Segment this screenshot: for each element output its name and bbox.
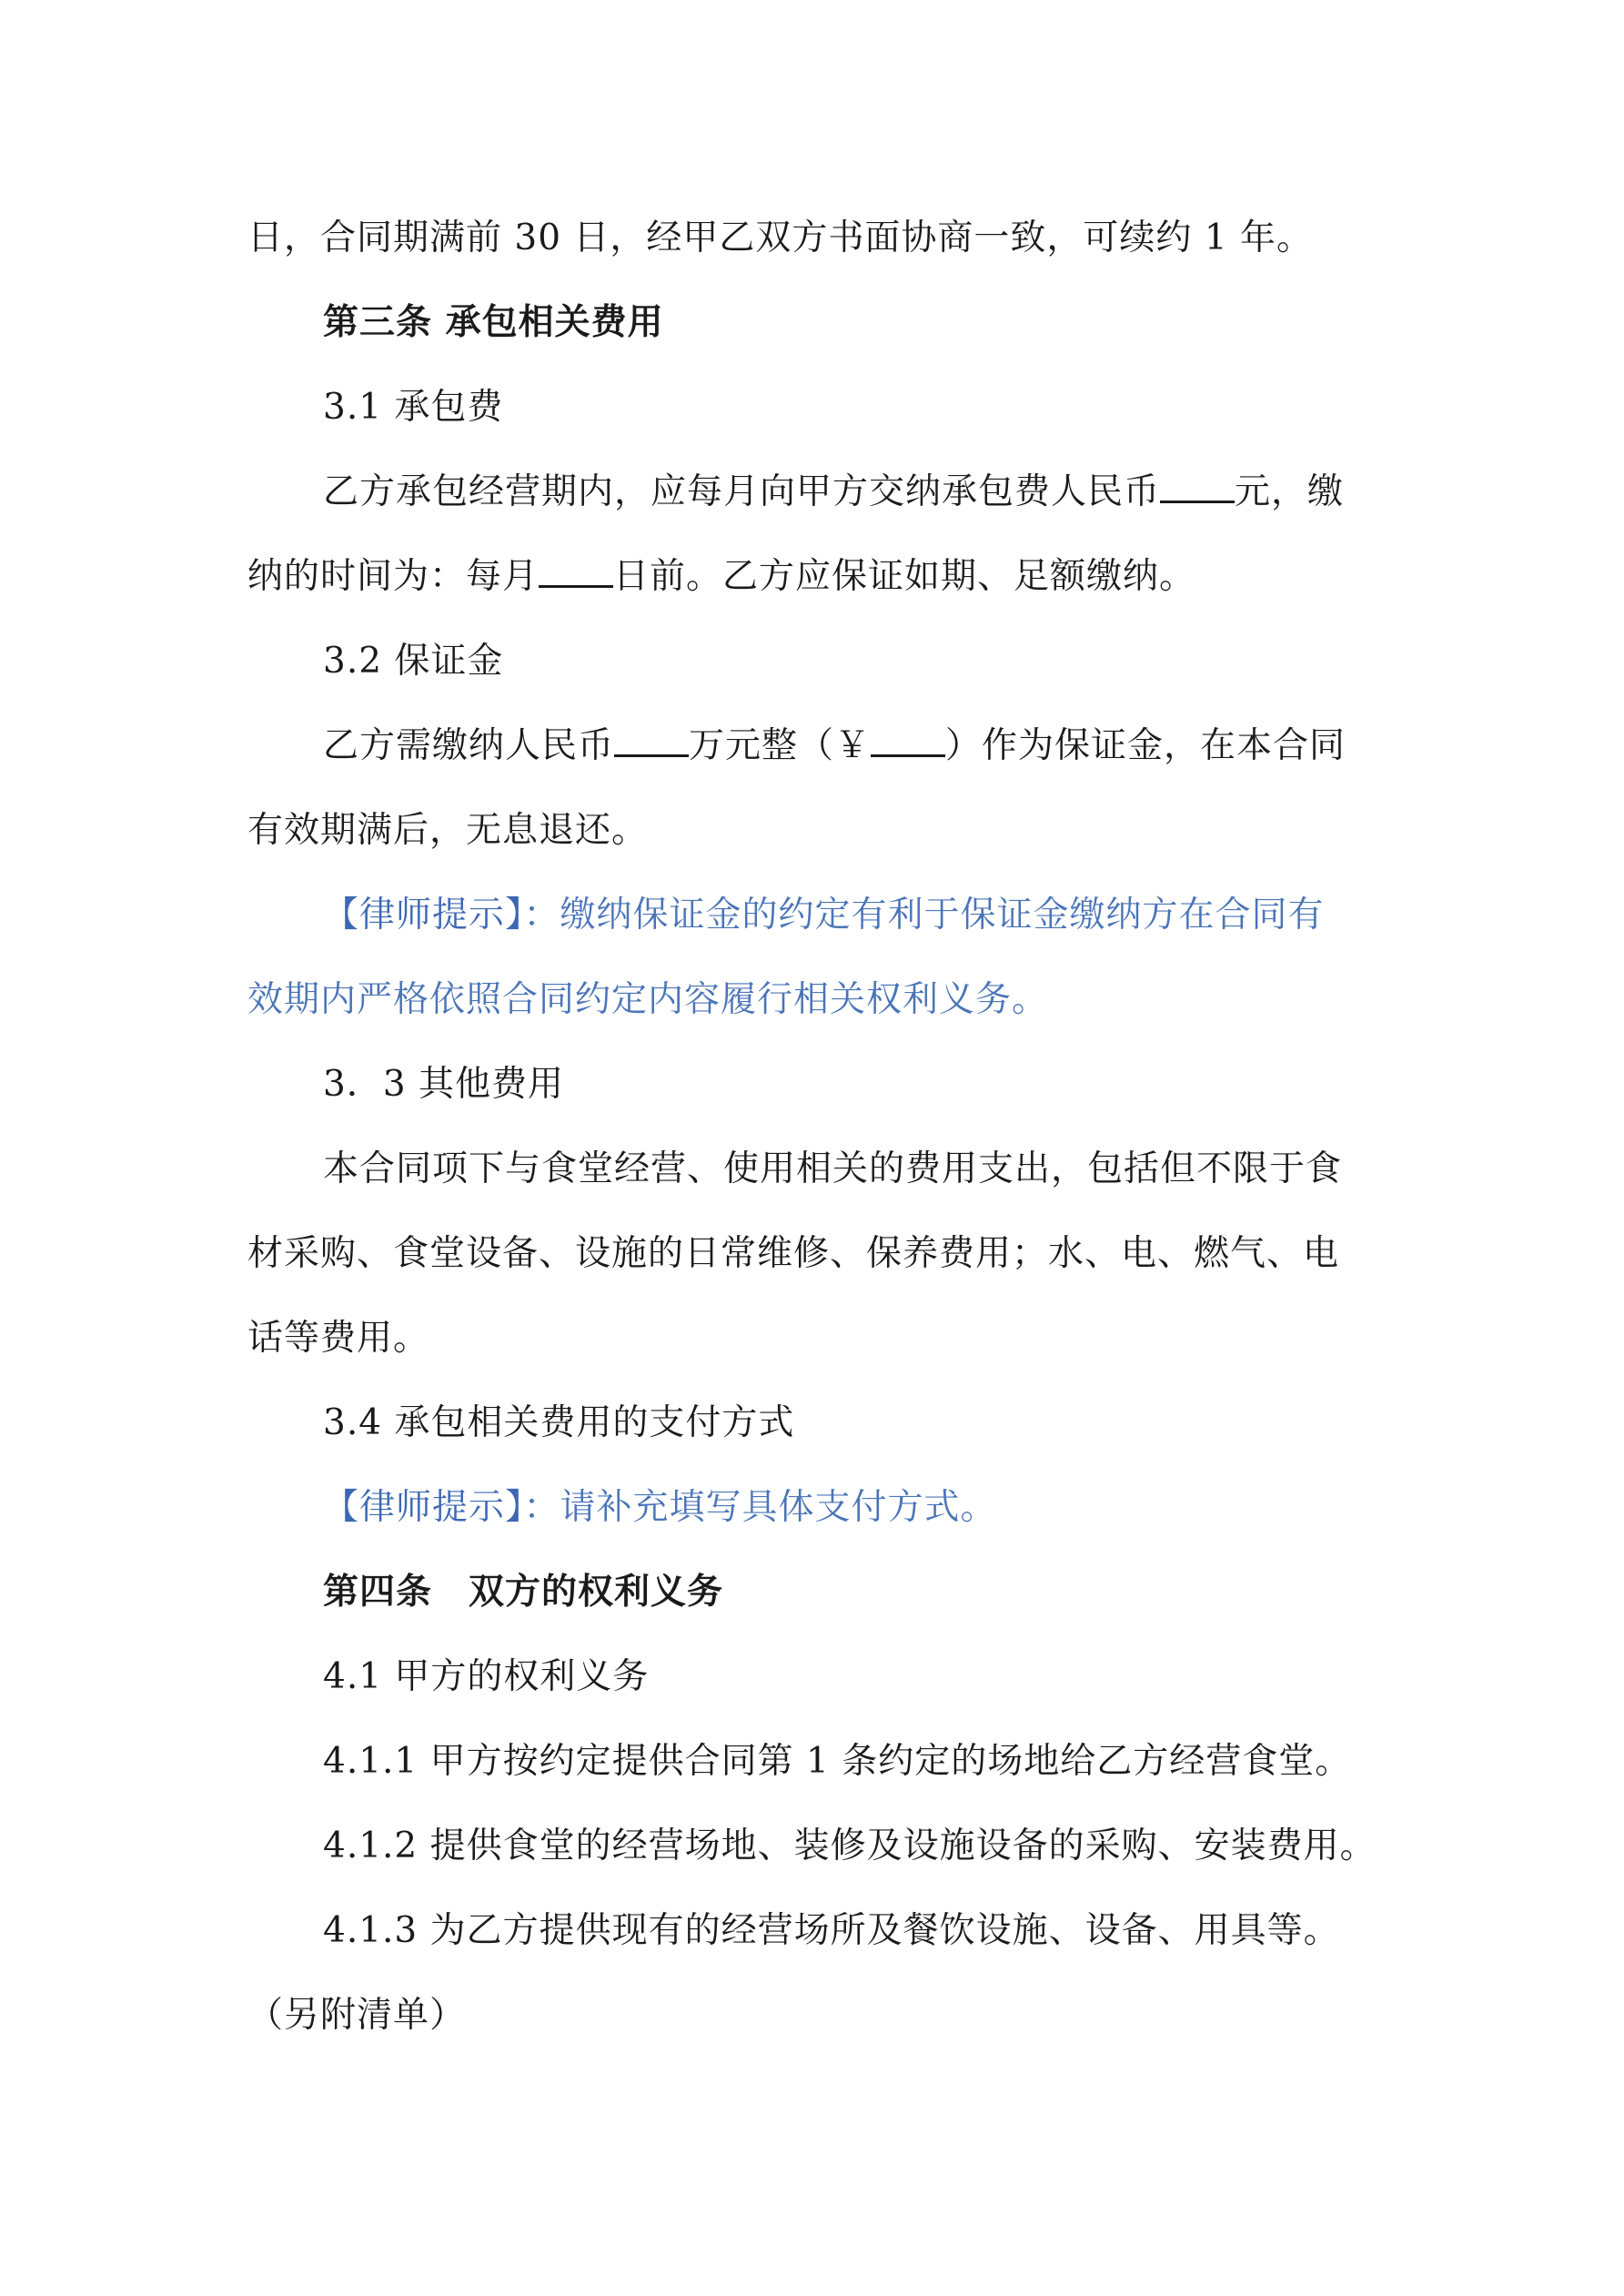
lawyer-tip-text: ：缴纳保证金的约定有利于保证金缴纳方在合同有: [523, 895, 1325, 936]
section-heading-3-2: 3.2 保证金: [323, 641, 504, 682]
lawyer-tip: [323, 888, 1397, 943]
text-segment: 乙方承包经营期内，应每月向甲方交纳承包费人民币: [323, 471, 1161, 512]
section-heading-3-4: 3.4 承包相关费用的支付方式: [323, 1402, 795, 1443]
text-segment: 日前。乙方应保证如期、足额缴纳。: [613, 556, 1196, 597]
paragraph-line: 话等费用。: [247, 1318, 430, 1359]
lawyer-tip: [323, 1481, 1397, 1535]
paragraph-line: 材采购、食堂设备、设施的日常维修、保养费用；水、电、燃气、电: [247, 1233, 1340, 1274]
text-segment: 元，缴: [1235, 471, 1345, 512]
section-heading-3-3: 3．3 其他费用: [323, 1064, 565, 1105]
paragraph-line: 有效期满后，无息退还。: [247, 810, 649, 851]
paragraph-line: 日，合同期满前 30 日，经甲乙双方书面协商一致，可续约 1 年。: [247, 217, 1314, 258]
clause-4-1-3: 4.1.3 为乙方提供现有的经营场所及餐饮设施、设备、用具等。: [323, 1910, 1340, 1951]
fill-in-blank[interactable]: [1160, 471, 1235, 503]
paragraph-line: [247, 550, 1394, 604]
text-segment: ）作为保证金，在本合同: [945, 725, 1347, 766]
paragraph-line: [323, 719, 1397, 774]
article-heading-3: 第三条 承包相关费用: [323, 302, 664, 343]
section-heading-3-1: 3.1 承包费: [323, 387, 504, 428]
text-segment: 纳的时间为：每月: [247, 556, 540, 597]
text-segment: 万元整（￥: [689, 725, 872, 766]
section-heading-4-1: 4.1 甲方的权利义务: [323, 1656, 650, 1697]
fill-in-blank[interactable]: [871, 725, 945, 757]
fill-in-blank[interactable]: [614, 725, 689, 757]
lawyer-tip-label: 【律师提示】: [323, 1487, 524, 1528]
clause-4-1-2: 4.1.2 提供食堂的经营场地、装修及设施设备的采购、安装费用。: [323, 1826, 1377, 1866]
clause-4-1-1: 4.1.1 甲方按约定提供合同第 1 条约定的场地给乙方经营食堂。: [323, 1741, 1352, 1782]
article-heading-4: 第四条 双方的权利义务: [323, 1572, 724, 1613]
paragraph-line: 本合同项下与食堂经营、使用相关的费用支出，包括但不限于食: [323, 1148, 1343, 1189]
lawyer-tip-label: 【律师提示】: [323, 895, 524, 936]
fill-in-blank[interactable]: [539, 556, 613, 588]
paragraph-line: （另附清单）: [247, 1995, 467, 2036]
lawyer-tip-text: ：请补充填写具体支付方式。: [523, 1487, 997, 1528]
paragraph-line: [323, 465, 1397, 520]
lawyer-tip-text: 效期内严格依照合同约定内容履行相关权利义务。: [247, 979, 1049, 1020]
text-segment: 乙方需缴纳人民币: [323, 725, 615, 766]
